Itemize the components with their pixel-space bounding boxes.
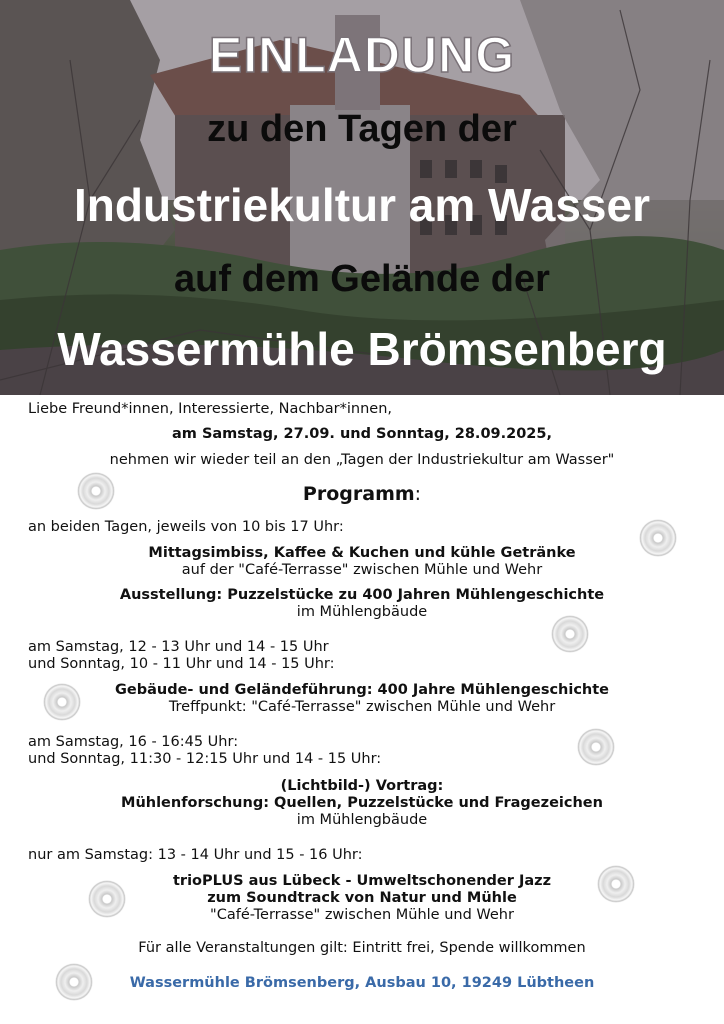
block4-title2: zum Soundtrack von Natur und Mühle xyxy=(207,890,517,906)
block1-item2-sub: im Mühlengbäude xyxy=(296,604,428,620)
subtitle-tagen: zu den Tagen der xyxy=(207,108,517,150)
block3-title2: Mühlenforschung: Quellen, Puzzelstücke und Fragezeichen xyxy=(121,795,603,811)
event-dates: am Samstag, 27.09. und Sonntag, 28.09.2025, xyxy=(172,426,552,442)
title-industriekultur: Industriekultur am Wasser xyxy=(73,179,650,231)
block2-time2: und Sonntag, 10 - 11 Uhr und 14 - 15 Uhr: xyxy=(28,656,335,672)
admission-note: Für alle Veranstaltungen gilt: Eintritt frei, Spende willkommen xyxy=(138,940,586,956)
block3-time2: und Sonntag, 11:30 - 12:15 Uhr und 14 - 15 Uhr: xyxy=(28,751,382,767)
block1-time: an beiden Tagen, jeweils von 10 bis 17 Uhr: xyxy=(28,519,344,535)
block1-item1-sub: auf der "Café-Terrasse" zwischen Mühle und Wehr xyxy=(181,562,543,578)
disc-decoration-icon xyxy=(44,684,80,720)
participation-text: nehmen wir wieder teil an den „Tagen der Industriekultur am Wasser" xyxy=(109,452,615,468)
title-wassermuehle: Wassermühle Brömsenberg xyxy=(57,323,667,375)
title-einladung: EINLADUNG xyxy=(208,27,516,83)
block4-sub: "Café-Terrasse" zwischen Mühle und Wehr xyxy=(210,907,514,923)
block4-title1: trioPLUS aus Lübeck - Umweltschonender Jazz xyxy=(172,873,552,889)
block1-item2-title: Ausstellung: Puzzelstücke zu 400 Jahren Mühlengeschichte xyxy=(119,587,605,603)
disc-decoration-icon xyxy=(56,964,92,1000)
disc-decoration-icon xyxy=(78,473,114,509)
program-heading-colon: : xyxy=(414,483,422,505)
address: Wassermühle Brömsenberg, Ausbau 10, 19249 Lübtheen xyxy=(129,975,595,991)
block2-title: Gebäude- und Geländeführung: 400 Jahre Mühlengeschichte xyxy=(114,682,610,698)
block2-sub: Treffpunkt: "Café-Terrasse" zwischen Mühle und Wehr xyxy=(168,699,556,715)
block3-time1: am Samstag, 16 - 16:45 Uhr: xyxy=(28,734,239,750)
block4-time: nur am Samstag: 13 - 14 Uhr und 15 - 16 Uhr: xyxy=(28,847,363,863)
disc-decoration-icon xyxy=(552,616,588,652)
greeting: Liebe Freund*innen, Interessierte, Nachbar*innen, xyxy=(28,401,392,417)
disc-decoration-icon xyxy=(598,866,634,902)
block3-title1: (Lichtbild-) Vortrag: xyxy=(280,778,444,794)
block3-sub: im Mühlengbäude xyxy=(296,812,428,828)
block1-item1-title: Mittagsimbiss, Kaffee & Kuchen und kühle Getränke xyxy=(148,545,576,561)
subtitle-gelaende: auf dem Gelände der xyxy=(174,258,550,300)
disc-decoration-icon xyxy=(640,520,676,556)
block2-time1: am Samstag, 12 - 13 Uhr und 14 - 15 Uhr xyxy=(28,639,329,655)
program-heading-text: Programm xyxy=(302,483,415,505)
header-photo xyxy=(0,0,724,395)
disc-decoration-icon xyxy=(578,729,614,765)
disc-decoration-icon xyxy=(89,881,125,917)
